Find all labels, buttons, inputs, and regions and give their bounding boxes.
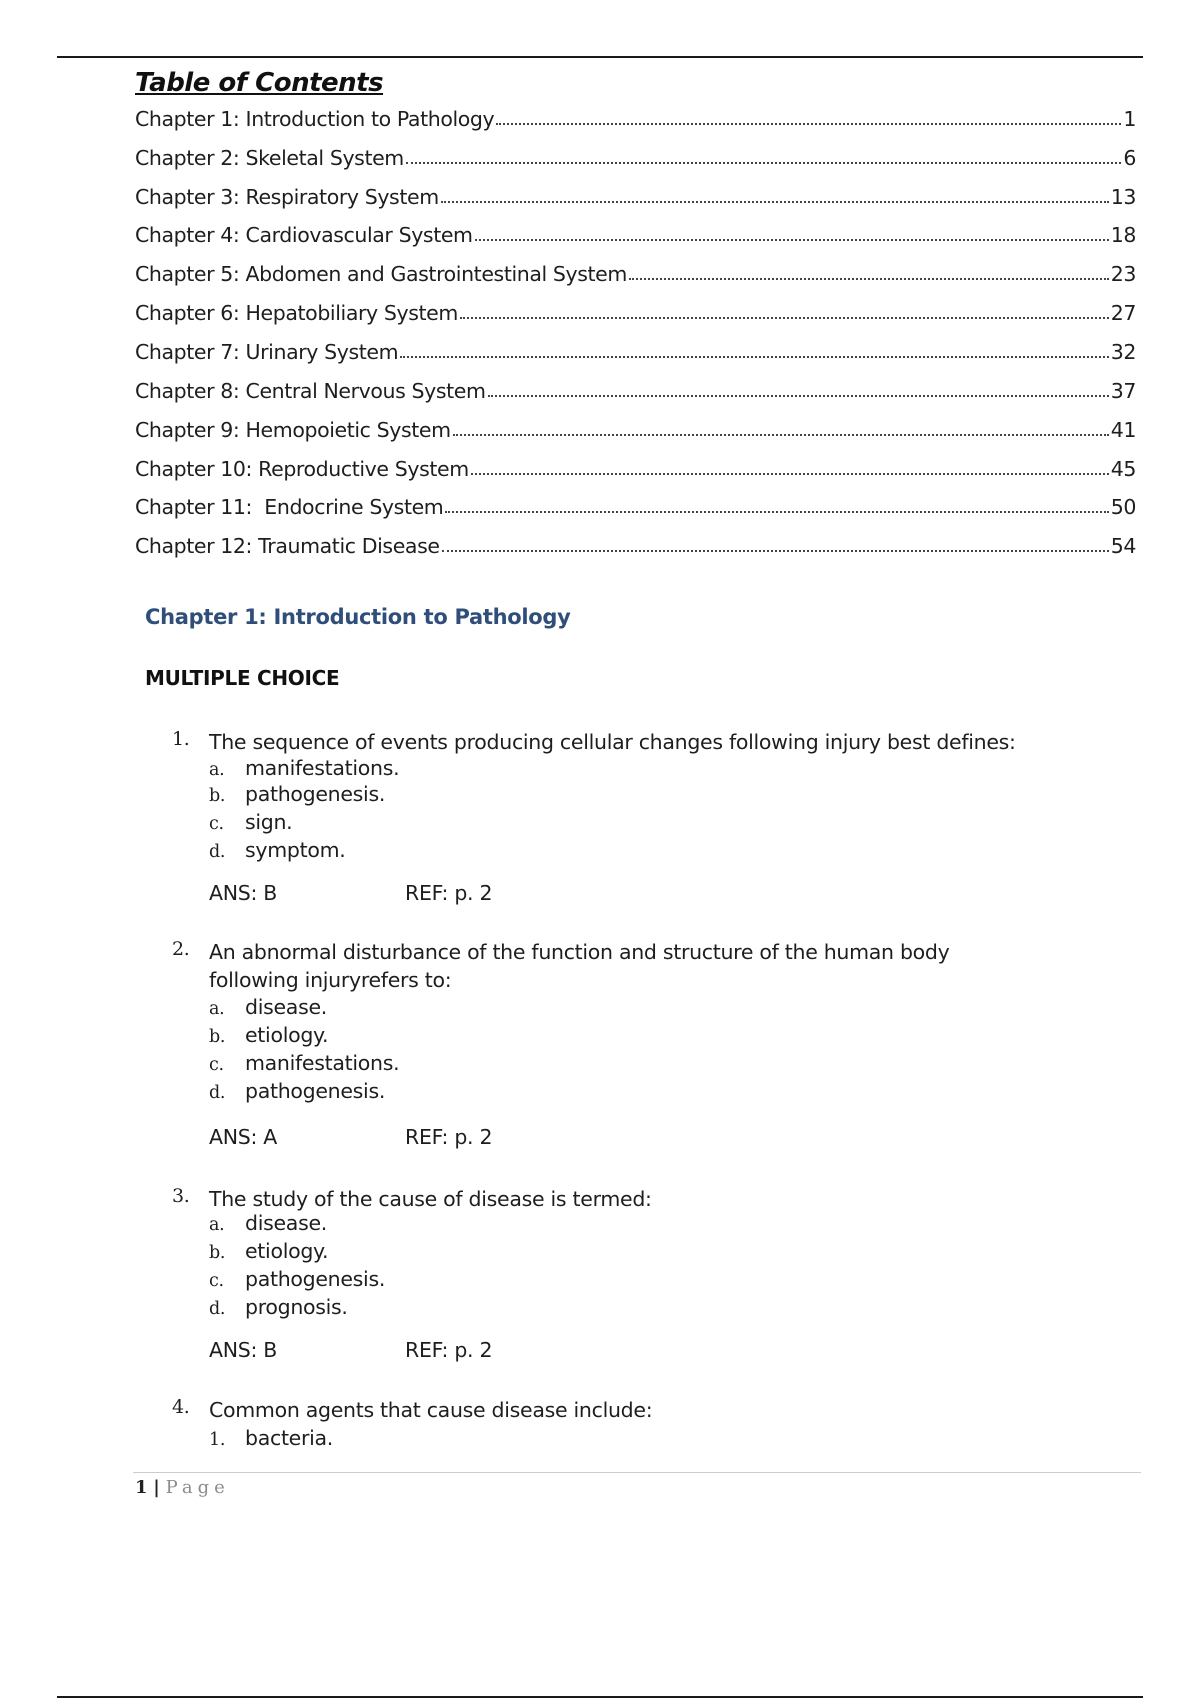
toc-entry-page: 13 [1110, 185, 1136, 209]
option-letter: c. [209, 1271, 224, 1291]
page-footer [135, 1477, 230, 1498]
toc-entry[interactable] [135, 489, 1136, 519]
answer-option [209, 1079, 385, 1103]
toc-entry-label: Chapter 6: Hepatobiliary System [135, 301, 458, 325]
toc-entry-label: Chapter 5: Abdomen and Gastrointestinal System [135, 262, 627, 286]
option-text: pathogenesis. [245, 782, 386, 806]
option-text: etiology. [245, 1023, 329, 1047]
option-letter: d. [209, 1299, 226, 1319]
toc-entry-label: Chapter 10: Reproductive System [135, 457, 469, 481]
toc-entry-page: 18 [1110, 223, 1136, 247]
toc-leader-dots [441, 201, 1109, 203]
toc-entry[interactable] [135, 412, 1136, 442]
toc-leader-dots [488, 395, 1109, 397]
toc-entry[interactable] [135, 451, 1136, 481]
toc-entry-page: 45 [1110, 457, 1136, 481]
toc-entry-label: Chapter 12: Traumatic Disease [135, 534, 440, 558]
toc-entry[interactable] [135, 334, 1136, 364]
option-letter: c. [209, 1055, 224, 1075]
toc-entry[interactable] [135, 140, 1136, 170]
question-text: The sequence of events producing cellular changes following injury best defines: [209, 730, 1016, 754]
toc-entry-page: 6 [1123, 146, 1136, 170]
option-letter: b. [209, 786, 226, 806]
toc-entry[interactable] [135, 217, 1136, 247]
page-number: 1 [135, 1477, 148, 1498]
reference: REF: p. 2 [405, 1338, 493, 1362]
chapter-heading: Chapter 1: Introduction to Pathology [145, 605, 571, 629]
option-letter: b. [209, 1027, 226, 1047]
question-number: 3. [172, 1185, 190, 1207]
answer-option [209, 1267, 385, 1291]
option-text: etiology. [245, 1239, 329, 1263]
question-number: 1. [172, 728, 190, 750]
answer-option [209, 1051, 399, 1075]
page-word: Page [165, 1477, 230, 1498]
toc-title: Table of Contents [135, 68, 384, 98]
toc-leader-dots [406, 162, 1121, 164]
answer-option [209, 1211, 327, 1235]
option-text: pathogenesis. [245, 1079, 386, 1103]
toc-entry[interactable] [135, 373, 1136, 403]
answer-option [209, 1239, 328, 1263]
footer-separator: | [153, 1477, 160, 1498]
toc-entry-page: 1 [1123, 107, 1136, 131]
question-text: Common agents that cause disease include: [209, 1398, 653, 1422]
answer-line [209, 1338, 492, 1362]
option-text: symptom. [245, 838, 346, 862]
answer-option [209, 995, 327, 1019]
toc-entry-page: 27 [1110, 301, 1136, 325]
toc-entry-label: Chapter 1: Introduction to Pathology [135, 107, 495, 131]
answer-option [209, 1023, 328, 1047]
answer-option [209, 1295, 348, 1319]
option-text: manifestations. [245, 756, 400, 780]
toc-leader-dots [445, 511, 1108, 513]
toc-entry-label: Chapter 9: Hemopoietic System [135, 418, 451, 442]
toc-entry-label: Chapter 4: Cardiovascular System [135, 223, 473, 247]
toc-entry-page: 37 [1110, 379, 1136, 403]
reference: REF: p. 2 [405, 881, 493, 905]
reference: REF: p. 2 [405, 1125, 493, 1149]
option-letter: a. [209, 999, 225, 1019]
toc-leader-dots [496, 123, 1121, 125]
toc-entry-page: 23 [1110, 262, 1136, 286]
toc-entry[interactable] [135, 101, 1136, 131]
toc-entry-page: 32 [1110, 340, 1136, 364]
option-text: disease. [245, 995, 327, 1019]
answer-option [209, 1426, 333, 1450]
option-letter: 1. [209, 1430, 226, 1450]
top-rule [57, 56, 1143, 58]
option-letter: a. [209, 1215, 225, 1235]
toc-entry[interactable] [135, 179, 1136, 209]
toc-entry[interactable] [135, 256, 1136, 286]
toc-leader-dots [460, 317, 1109, 319]
option-text: manifestations. [245, 1051, 400, 1075]
answer-line [209, 881, 492, 905]
answer-option [209, 756, 399, 780]
option-text: sign. [245, 810, 293, 834]
section-heading: MULTIPLE CHOICE [145, 666, 340, 690]
option-letter: d. [209, 842, 226, 862]
toc-entry-label: Chapter 3: Respiratory System [135, 185, 439, 209]
answer-key: ANS: B [209, 1338, 278, 1362]
toc-leader-dots [400, 356, 1109, 358]
toc-entry-label: Chapter 2: Skeletal System [135, 146, 404, 170]
question-text: An abnormal disturbance of the function and structure of the human body following injuryrefers to: [209, 940, 950, 992]
toc-entry[interactable] [135, 528, 1136, 558]
toc-entry[interactable] [135, 295, 1136, 325]
table-of-contents [135, 66, 1136, 558]
question-number: 4. [172, 1396, 190, 1418]
answer-option [209, 782, 385, 806]
answer-line [209, 1125, 492, 1149]
toc-entry-page: 50 [1110, 495, 1136, 519]
option-text: disease. [245, 1211, 327, 1235]
answer-key: ANS: A [209, 1125, 278, 1149]
answer-option [209, 810, 292, 834]
toc-leader-dots [475, 239, 1109, 241]
toc-leader-dots [629, 278, 1109, 280]
toc-entry-label: Chapter 11: Endocrine System [135, 495, 444, 519]
toc-entry-page: 41 [1110, 418, 1136, 442]
option-letter: d. [209, 1083, 226, 1103]
toc-entry-label: Chapter 7: Urinary System [135, 340, 399, 364]
bottom-rule [57, 1696, 1143, 1698]
toc-leader-dots [442, 550, 1109, 552]
option-text: pathogenesis. [245, 1267, 386, 1291]
footer-divider [133, 1472, 1141, 1473]
toc-leader-dots [471, 473, 1109, 475]
option-letter: b. [209, 1243, 226, 1263]
toc-leader-dots [453, 434, 1109, 436]
toc-entry-label: Chapter 8: Central Nervous System [135, 379, 486, 403]
question-text: The study of the cause of disease is termed: [209, 1187, 652, 1211]
answer-key: ANS: B [209, 881, 278, 905]
question-number: 2. [172, 938, 190, 960]
option-letter: a. [209, 760, 225, 780]
option-text: bacteria. [245, 1426, 333, 1450]
answer-option [209, 838, 345, 862]
option-letter: c. [209, 814, 224, 834]
toc-entry-page: 54 [1110, 534, 1136, 558]
option-text: prognosis. [245, 1295, 348, 1319]
